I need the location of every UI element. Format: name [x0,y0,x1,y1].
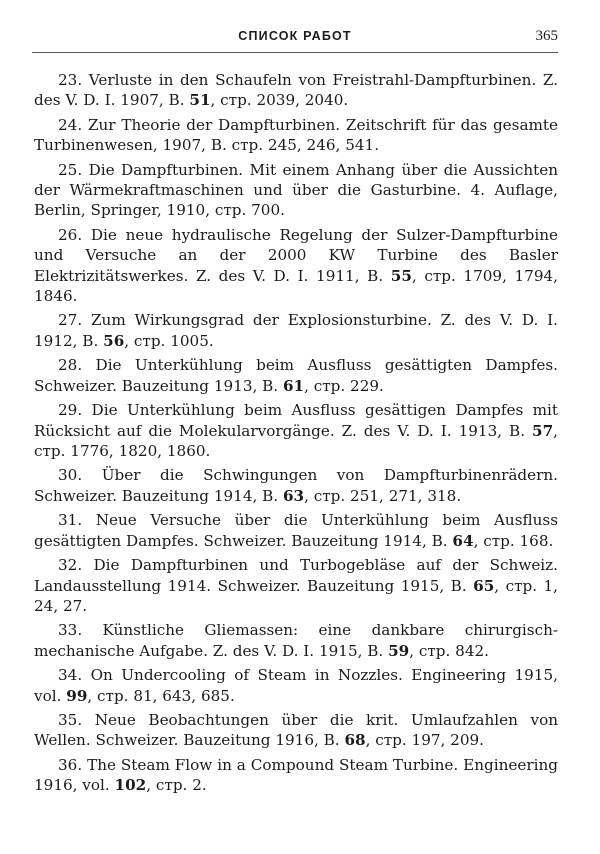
bibliography-entry: 26. Die neue hydraulische Regelung der Sulzer-Dampfturbine und Versuche an der 2000 KW Turbine des Basler Elektrizitätswerkes. Z. des V. D. I. 1911, B. 55, стр. 1709, 1794, 1846. [34,225,558,305]
bibliography-entry: 30. Über die Schwingungen von Dampfturbinenrädern. Schweizer. Bauzeitung 1914, B. 63, стр. 251, 271, 318. [34,466,558,505]
page-header [32,26,558,53]
bibliography-entry: 35. Neue Beobachtungen über die krit. Umlaufzahlen von Wellen. Schweizer. Bauzeitung 1916, B. 68, стр. 197, 209. [34,711,558,750]
bibliography-entry: 25. Die Dampfturbinen. Mit einem Anhang über die Aussichten der Wärmekraftmaschinen und über die Gasturbine. 4. Auflage, Berlin, Springer, 1910, стр. 700. [34,160,558,220]
bibliography-entry: 28. Die Unterkühlung beim Ausfluss gesättigten Dampfes. Schweizer. Bauzeitung 1913, B. 61, стр. 229. [34,356,558,395]
bibliography-entry: 23. Verluste in den Schaufeln von Freistrahl-Dampfturbinen. Z. des V. D. I. 1907, B. 51, стр. 2039, 2040. [34,71,558,110]
bibliography-entry: 27. Zum Wirkungsgrad der Explosionsturbine. Z. des V. D. I. 1912, B. 56, стр. 1005. [34,311,558,350]
bibliography-entry: 29. Die Unterkühlung beim Ausfluss gesättigen Dampfes mit Rücksicht auf die Molekularvorgänge. Z. des V. D. I. 1913, B. 57, стр. 1776, 1820, 1860. [34,401,558,460]
bibliography-entry: 36. The Steam Flow in a Compound Steam Turbine. Engineering 1916, vol. 102, стр. 2. [34,756,558,795]
bibliography-entry: 34. On Undercooling of Steam in Nozzles. Engineering 1915, vol. 99, стр. 81, 643, 685. [34,666,558,705]
bibliography-entry: 33. Künstliche Gliemassen: eine dankbare chirurgisch-mechanische Aufgabe. Z. des V. D. I. 1915, B. 59, стр. 842. [34,621,558,660]
bibliography-list [34,70,558,800]
running-title: СПИСОК РАБОТ [238,29,352,43]
page-number: 365 [535,28,558,44]
bibliography-entry: 32. Die Dampfturbinen und Turbogebläse auf der Schweiz. Landausstellung 1914. Schweizer. Bauzeitung 1915, B. 65, стр. 1, 24, 27. [34,556,558,615]
bibliography-entry: 31. Neue Versuche über die Unterkühlung beim Ausfluss gesättigten Dampfes. Schweizer. Bauzeitung 1914, B. 64, стр. 168. [34,511,558,550]
bibliography-entry: 24. Zur Theorie der Dampfturbinen. Zeitschrift für das gesamte Turbinenwesen, 1907, B. стр. 245, 246, 541. [34,115,558,155]
